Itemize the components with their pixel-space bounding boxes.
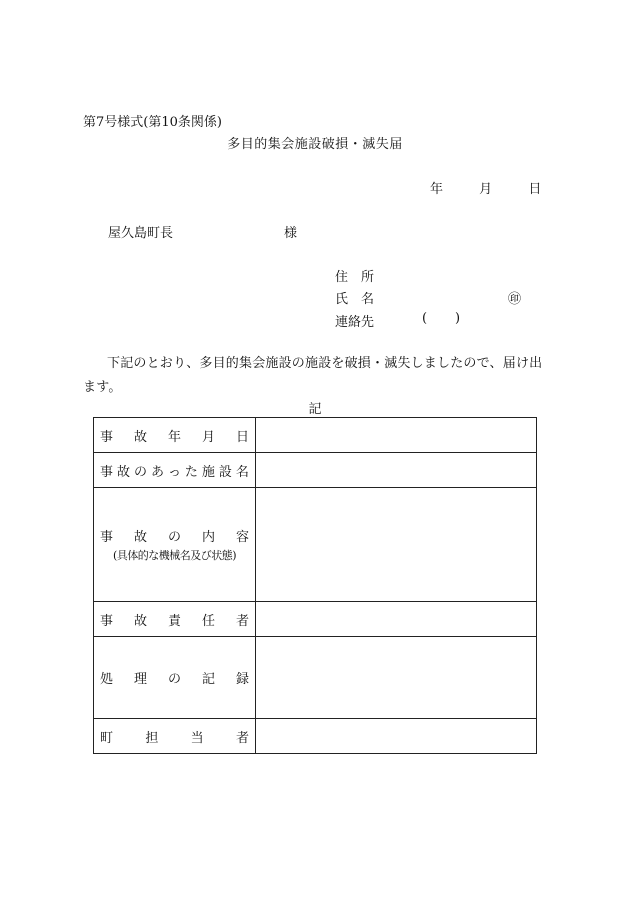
- body-text: 下記のとおり、多目的集会施設の施設を破損・滅失しましたので、届け出ます。: [83, 356, 543, 395]
- table-row: [94, 418, 537, 453]
- form-number-label: 第7号様式(第10条関係): [83, 115, 222, 130]
- row-value-cell[interactable]: [256, 488, 537, 602]
- addressee-name: 屋久島町長: [108, 226, 174, 241]
- row-label: 事 故 年 月 日: [100, 429, 249, 445]
- row-label-cell: [94, 418, 256, 453]
- record-table: [93, 417, 537, 754]
- table-row: [94, 488, 537, 602]
- row-label: 町 担 当 者: [100, 730, 249, 746]
- row-label-cell: [94, 453, 256, 488]
- table-row: [94, 602, 537, 637]
- contact-paren-open: (: [422, 311, 428, 326]
- ki-label: 記: [308, 402, 322, 417]
- row-label: 事 故 の 内 容: [100, 530, 249, 545]
- date-year-label: 年: [430, 182, 444, 197]
- date-day-label: 日: [528, 182, 542, 197]
- applicant-name-label: 氏 名: [335, 292, 375, 307]
- row-value-cell[interactable]: [256, 719, 537, 754]
- applicant-contact-label: 連絡先: [335, 315, 375, 330]
- row-value-cell[interactable]: [256, 418, 537, 453]
- date-line: [430, 178, 541, 197]
- row-value-cell[interactable]: [256, 453, 537, 488]
- contact-paren-close: ): [455, 311, 461, 326]
- row-sub-label: (具体的な機械名及び状態): [112, 549, 237, 562]
- row-label: 事 故 責 任 者: [100, 613, 249, 629]
- row-label: 事 故 の あ っ た 施 設 名: [100, 464, 249, 480]
- row-label-cell: [94, 602, 256, 637]
- row-value-cell[interactable]: [256, 602, 537, 637]
- row-label: 処 理 の 記 録: [100, 672, 249, 687]
- document-title: 多目的集会施設破損・滅失届: [227, 137, 403, 152]
- seal-mark: ㊞: [508, 292, 522, 307]
- table-row: [94, 719, 537, 754]
- table-row: [94, 453, 537, 488]
- table-row: [94, 637, 537, 719]
- row-label-cell: [94, 637, 256, 719]
- row-label-cell: [94, 488, 256, 602]
- addressee-honorific: 様: [284, 226, 298, 241]
- row-value-cell[interactable]: [256, 637, 537, 719]
- date-month-label: 月: [479, 182, 493, 197]
- applicant-address-label: 住 所: [335, 270, 375, 285]
- row-label-cell: [94, 719, 256, 754]
